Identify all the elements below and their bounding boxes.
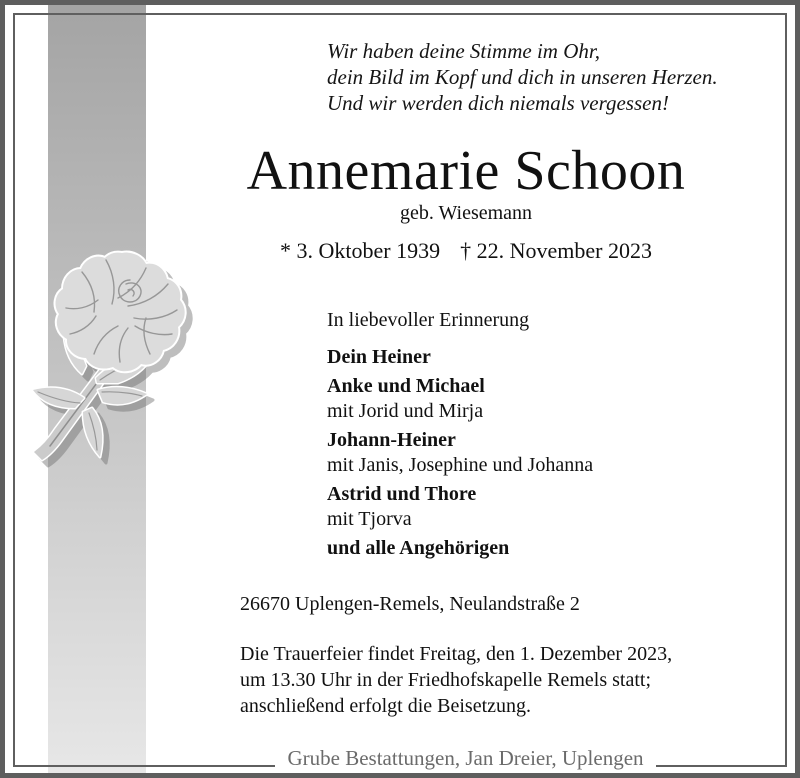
verse-line: Wir haben deine Stimme im Ohr, — [327, 39, 600, 63]
funeral-info-line: Die Trauerfeier findet Freitag, den 1. Dezember 2023, — [240, 643, 673, 665]
funeral-home-credit: Grube Bestattungen, Jan Dreier, Uplengen — [275, 746, 655, 770]
mourner-name: Astrid und Thore — [327, 483, 477, 505]
death-date: † 22. November 2023 — [460, 238, 652, 263]
rose-icon — [22, 250, 187, 465]
mourner-name: Dein Heiner — [327, 346, 431, 368]
verse-line: Und wir werden dich niemals vergessen! — [327, 91, 669, 115]
mourner-detail: mit Jorid und Mirja — [327, 400, 484, 422]
mourner-group — [327, 345, 593, 370]
funeral-info-line: um 13.30 Uhr in der Friedhofskapelle Remels statt; — [240, 669, 652, 691]
mourner-detail: mit Janis, Josephine und Johanna — [327, 454, 594, 476]
mourner-detail: mit Tjorva — [327, 508, 412, 530]
mourner-group — [327, 482, 593, 532]
verse-line: dein Bild im Kopf und dich in unseren Herzen. — [327, 65, 718, 89]
funeral-info-line: anschließend erfolgt die Beisetzung. — [240, 695, 532, 717]
memorial-intro: In liebevoller Erinnerung — [327, 309, 530, 331]
deceased-name: Annemarie Schoon — [246, 140, 686, 202]
funeral-info — [240, 641, 672, 719]
mourner-name: und alle Angehörigen — [327, 537, 510, 559]
mourner-group — [327, 428, 593, 478]
mourner-name: Anke und Michael — [327, 375, 485, 397]
life-dates — [146, 238, 786, 264]
mourner-group — [327, 374, 593, 424]
footer — [146, 746, 785, 770]
mourner-name: Johann-Heiner — [327, 429, 456, 451]
mourner-group — [327, 536, 593, 561]
birth-date: * 3. Oktober 1939 — [280, 238, 441, 263]
verse — [327, 38, 718, 116]
address-line: 26670 Uplengen-Remels, Neulandstraße 2 — [240, 593, 580, 615]
memorial-block — [327, 308, 593, 565]
maiden-name: geb. Wiesemann — [399, 202, 533, 224]
